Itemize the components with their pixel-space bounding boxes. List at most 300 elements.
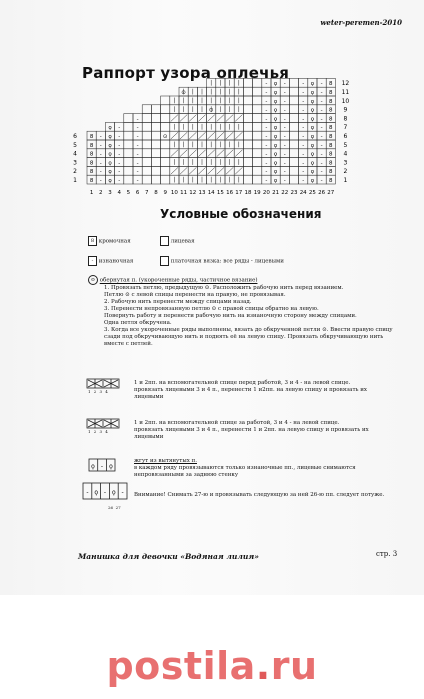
- chart-symbol: -: [265, 107, 268, 114]
- chart-cell: [289, 175, 298, 184]
- chart-symbol: ϙ: [310, 98, 315, 105]
- turn-line: Повернуть работу и перенести рабочую нить на изнаночную сторону между спицами.: [104, 313, 357, 319]
- chart-symbol: 8: [89, 151, 94, 158]
- cable-stroke: [217, 132, 224, 139]
- chart-symbol: -: [136, 134, 139, 140]
- chart-cell: [142, 114, 151, 123]
- chart-symbol: -: [283, 107, 286, 114]
- edge-stitch-icon: 8: [88, 236, 97, 246]
- chart-symbol: -: [118, 142, 121, 149]
- turn-line: 3. Когда все укороченные ряды выполнены, вязать до обкрученной петли ⊙. Ввести правую спицу: [104, 327, 393, 333]
- chart-symbol: -: [283, 151, 286, 158]
- chart-cell: [151, 131, 160, 140]
- cable-front-text: 1 и 2пп. на вспомогательной спице перед работой, 3 и 4 - на левой спице. провязать лицевыми 3 и 4 п., перенести 1 и2пп. на левую спицу и провязать их лицевыми: [134, 380, 368, 400]
- note-chart-icon: [82, 482, 130, 506]
- column-number: 19: [253, 190, 261, 196]
- chart-symbol: 8: [329, 151, 333, 158]
- column-number: 27: [327, 190, 335, 196]
- chart-symbol: -: [265, 98, 268, 105]
- chart-symbol: -: [136, 178, 139, 184]
- cable-stroke: [198, 150, 205, 157]
- chart-cell: [161, 114, 170, 123]
- right-row-number: 8: [343, 115, 348, 123]
- column-number: 22: [281, 190, 289, 196]
- watermark: weter-peremen-2010: [320, 18, 402, 27]
- chart-symbol: -: [320, 107, 323, 114]
- chart-symbol: 8: [89, 169, 94, 176]
- column-number: 1: [89, 190, 94, 196]
- chart-cell: [243, 78, 252, 87]
- chart-symbol: 8: [329, 125, 333, 132]
- chart-cell: [124, 175, 133, 184]
- cable-stroke: [189, 167, 196, 174]
- chart-symbol: ϙ: [108, 142, 112, 149]
- chart-symbol: -: [320, 90, 323, 96]
- cable-stroke: [226, 167, 233, 174]
- chart-cell: [243, 166, 252, 175]
- legend-turn: [88, 275, 257, 285]
- cable-front-icon: [86, 378, 122, 398]
- cable-back-numbers: 1234: [88, 429, 111, 434]
- chart-symbol: -: [265, 178, 268, 184]
- cable-stroke: [189, 150, 196, 157]
- chart-symbol: ϙ: [273, 151, 278, 158]
- chart-symbol: 8: [89, 142, 94, 149]
- cable-stroke: [217, 115, 224, 122]
- chart-cell: [151, 149, 160, 158]
- cable-stroke: [235, 115, 242, 122]
- cable-stroke: [208, 132, 215, 139]
- chart-symbol: ϙ: [310, 81, 315, 88]
- chart-cell: [161, 140, 170, 149]
- chart-symbol: ϙ: [310, 142, 315, 149]
- column-number: 7: [145, 190, 149, 196]
- chart-symbol: -: [302, 142, 305, 149]
- turn-line: Одна петля обкручена.: [104, 320, 172, 326]
- chart-symbol: ϙ: [108, 134, 112, 140]
- column-number: 16: [226, 190, 234, 196]
- chart-cell: [151, 158, 160, 167]
- chart-symbol: -: [136, 116, 139, 123]
- chart-cell: [289, 114, 298, 123]
- chart-symbol: -: [283, 116, 286, 123]
- column-number: 9: [163, 190, 167, 196]
- column-number: 3: [108, 190, 112, 196]
- chart-symbol: -: [99, 134, 102, 140]
- chart-cell: [124, 158, 133, 167]
- chart-cell: [289, 105, 298, 114]
- left-row-number: 1: [73, 177, 77, 184]
- edge-label: кромочная: [98, 238, 131, 245]
- chart-cell: [142, 158, 151, 167]
- cable-stroke: [171, 132, 178, 139]
- cable-back-icon: [86, 418, 122, 438]
- chart-symbol: -: [320, 116, 323, 123]
- chart-symbol: -: [302, 90, 305, 96]
- left-row-number: 6: [73, 133, 77, 140]
- cable-stroke: [226, 132, 233, 139]
- right-row-number: 4: [343, 150, 348, 158]
- cable-stroke: [226, 115, 233, 122]
- chart-cell: [253, 140, 262, 149]
- chart-symbol: -: [118, 151, 121, 158]
- chart-symbol: -: [99, 178, 102, 184]
- chart-symbol: -: [302, 169, 305, 176]
- chart-symbol: ϙ: [273, 90, 278, 96]
- chart-symbol: -: [265, 160, 268, 167]
- right-row-number: 12: [341, 80, 350, 88]
- chart-cell: [142, 175, 151, 184]
- svg-text:ϙ: ϙ: [109, 463, 113, 470]
- note-numbers: 26 27: [108, 505, 121, 510]
- chart-symbol: -: [99, 169, 102, 176]
- footer-title: Манишка для девочки «Водяная лилия»: [78, 552, 259, 561]
- legend-title: Условные обозначения: [160, 207, 322, 221]
- legend-garter: [160, 256, 284, 266]
- chart-symbol: -: [320, 125, 323, 132]
- cable-stroke: [217, 150, 224, 157]
- chart-symbol: -: [265, 134, 268, 140]
- chart-cell: [253, 105, 262, 114]
- chart-symbol: ϙ: [108, 160, 112, 167]
- chart-cell: [161, 149, 170, 158]
- chart-symbol: -: [320, 81, 323, 88]
- chart-symbol: -: [99, 160, 102, 167]
- chart-cell: [243, 114, 252, 123]
- chart-cell: [124, 114, 133, 123]
- chart-cell: [142, 166, 151, 175]
- chart-cell: [243, 158, 252, 167]
- chart-symbol: -: [302, 151, 305, 158]
- column-number: 25: [308, 190, 316, 196]
- chart-symbol: -: [136, 169, 139, 176]
- svg-text:ϙ: ϙ: [91, 463, 95, 470]
- chart-symbol: 8: [329, 142, 333, 149]
- chart-symbol: -: [283, 81, 286, 88]
- column-number: 23: [290, 190, 298, 196]
- turn-line: 3. Перенести непровязанную петлю ⊙ с правой спицы обратно на левую.: [104, 306, 319, 312]
- chart-symbol: -: [320, 98, 323, 105]
- chart-cell: [161, 158, 170, 167]
- left-row-number: 3: [73, 159, 77, 167]
- column-number: 20: [262, 190, 270, 196]
- column-number: 18: [244, 190, 252, 196]
- column-number: 2: [99, 190, 103, 196]
- turn-line: вместе с петлей.: [104, 341, 153, 347]
- chart-symbol: -: [265, 142, 268, 149]
- column-number: 15: [216, 190, 224, 196]
- chart-symbol: ϙ: [108, 151, 112, 158]
- cable-stroke: [217, 167, 224, 174]
- twisted-text: жгут из вытянутых п. в каждом ряду провязываются только изнаночные пп., лицевые снимаются непровязанными за заднюю стенку: [134, 458, 356, 478]
- chart-symbol: -: [118, 134, 121, 140]
- svg-text:-: -: [100, 463, 104, 470]
- chart-cell: [253, 87, 262, 96]
- chart-symbol: -: [283, 169, 286, 176]
- legend-knit: [160, 236, 195, 246]
- chart-symbol: 8: [329, 107, 333, 114]
- chart-cell: [253, 122, 262, 131]
- legend-purl: [88, 256, 133, 266]
- chart-symbol: 8: [329, 160, 333, 167]
- chart-cell: [289, 78, 298, 87]
- chart-symbol: -: [302, 178, 305, 184]
- chart-cell: [289, 158, 298, 167]
- chart-symbol: ϙ: [273, 178, 278, 184]
- chart-symbol: -: [320, 169, 323, 176]
- chart-symbol: 8: [329, 169, 333, 176]
- right-row-number: 3: [343, 159, 348, 167]
- column-number: 17: [235, 190, 243, 196]
- chart-cell: [142, 149, 151, 158]
- chart-symbol: -: [265, 151, 268, 158]
- chart-symbol: 8: [89, 160, 94, 167]
- cable-stroke: [198, 132, 205, 139]
- column-number: 12: [189, 190, 197, 196]
- chart-cell: [142, 105, 151, 114]
- right-row-number: 5: [343, 141, 348, 149]
- chart-cell: [253, 149, 262, 158]
- chart-symbol: -: [265, 81, 268, 88]
- chart-symbol: ϙ: [310, 178, 315, 184]
- chart-cell: [253, 131, 262, 140]
- chart-symbol: ϙ: [108, 169, 112, 176]
- right-row-number: 7: [343, 124, 348, 132]
- right-row-number: 1: [343, 177, 348, 184]
- chart-cell: [124, 131, 133, 140]
- column-number: 24: [299, 190, 307, 196]
- chart-cell: [243, 87, 252, 96]
- chart-symbol: -: [320, 134, 323, 140]
- brand-name: postila: [106, 644, 256, 688]
- svg-text:-: -: [103, 489, 107, 496]
- turn-line: 1. Провязать петлю, предыдущую ⊙. Расположить рабочую нить перед вязанием.: [104, 285, 344, 291]
- cable-stroke: [189, 115, 196, 122]
- chart-cell: [253, 78, 262, 87]
- purl-label: изнаночная: [98, 258, 134, 265]
- note-text: Внимание! Снимать 27-ю и провязывать следующую за ней 26-ю пп. следует потуже.: [134, 492, 385, 498]
- right-row-number: 10: [341, 97, 350, 105]
- chart-cell: [142, 140, 151, 149]
- cable-stroke: [171, 167, 178, 174]
- brand-tld: ru: [270, 644, 318, 688]
- chart-symbol: -: [302, 107, 305, 114]
- chart-symbol: -: [118, 125, 121, 132]
- cable-stroke: [235, 167, 242, 174]
- chart-symbol: ϙ: [108, 178, 112, 184]
- chart-symbol: ϙ: [310, 90, 315, 96]
- chart-cell: [243, 149, 252, 158]
- chart-symbol: ⊙: [162, 134, 168, 140]
- chart-symbol: -: [320, 160, 323, 167]
- chart-cell: [243, 175, 252, 184]
- chart-symbol: 8: [89, 178, 94, 184]
- chart-cell: [243, 105, 252, 114]
- chart-symbol: ϙ: [273, 98, 278, 105]
- chart-cell: [151, 166, 160, 175]
- chart-cell: [151, 140, 160, 149]
- svg-text:-: -: [86, 489, 89, 496]
- chart-symbol: -: [320, 142, 323, 149]
- chart-cell: [243, 122, 252, 131]
- chart-cell: [142, 131, 151, 140]
- chart-cell: [243, 131, 252, 140]
- chart-symbol: -: [302, 116, 305, 123]
- chart-symbol: -: [283, 134, 286, 140]
- cable-stroke: [198, 167, 205, 174]
- chart-symbol: -: [283, 125, 286, 132]
- cable-stroke: [208, 150, 215, 157]
- chart-symbol: -: [118, 169, 121, 176]
- cable-front-numbers: 1234: [88, 389, 111, 394]
- legend-edge: [88, 236, 131, 246]
- chart-symbol: ϙ: [108, 125, 112, 132]
- twisted-stitch-icon: [88, 458, 118, 474]
- page-number: стр. 3: [376, 550, 398, 558]
- chart-symbol: -: [99, 142, 102, 149]
- cable-stroke: [198, 115, 205, 122]
- column-number: 8: [154, 190, 158, 196]
- purl-stitch-icon: -: [88, 256, 97, 266]
- column-number: 5: [126, 190, 131, 196]
- chart-symbol: -: [118, 160, 121, 167]
- chart-cell: [289, 131, 298, 140]
- cable-back-text: 1 и 2пп. на вспомогательной спице за работой, 3 и 4 - на левой спице. провязать лицевыми 3 и 4 п., перенести 1 и 2пп. на левую спицу и провязать их лицевыми: [134, 420, 369, 440]
- left-row-number: 4: [73, 150, 77, 158]
- chart-symbol: -: [136, 142, 139, 149]
- chart-symbol: -: [283, 90, 286, 96]
- chart-symbol: ϙ: [273, 142, 278, 149]
- chart-cell: [253, 96, 262, 105]
- chart-cell: [161, 122, 170, 131]
- chart-symbol: 8: [329, 90, 333, 96]
- chart-cell: [253, 175, 262, 184]
- right-row-number: 2: [343, 168, 348, 176]
- chart-cell: [124, 149, 133, 158]
- chart-cell: [151, 114, 160, 123]
- cable-stroke: [180, 115, 187, 122]
- right-row-number: 11: [341, 89, 350, 96]
- chart-cell: [289, 140, 298, 149]
- chart-symbol: ϙ: [310, 134, 315, 140]
- chart-symbol: ϙ: [273, 116, 278, 123]
- chart-symbol: -: [302, 134, 305, 140]
- turn-line: сзади под обкручивающую нить и поднять её на левую спицу. Провязать обкручивающую нить: [104, 334, 384, 340]
- chart-cell: [151, 105, 160, 114]
- chart-cell: [289, 149, 298, 158]
- chart-cell: [243, 140, 252, 149]
- chart-cell: [289, 87, 298, 96]
- chart-symbol: -: [265, 125, 268, 132]
- cable-stroke: [171, 150, 178, 157]
- brand-dot: .: [255, 644, 271, 688]
- column-number: 13: [198, 190, 206, 196]
- chart-cell: [124, 140, 133, 149]
- knitting-chart: [60, 64, 400, 204]
- chart-symbol: ⊙: [208, 107, 214, 114]
- turn-line: 2. Рабочую нить перенести между спицами назад.: [104, 299, 252, 305]
- right-row-number: 6: [343, 133, 348, 140]
- chart-cell: [253, 114, 262, 123]
- chart-symbol: -: [136, 160, 139, 167]
- chart-symbol: -: [302, 125, 305, 132]
- chart-cell: [124, 166, 133, 175]
- cable-stroke: [235, 150, 242, 157]
- chart-cell: [161, 166, 170, 175]
- cable-stroke: [180, 167, 187, 174]
- cable-stroke: [208, 167, 215, 174]
- chart-symbol: 8: [89, 134, 94, 140]
- chart-cell: [124, 122, 133, 131]
- chart-symbol: ϙ: [273, 169, 278, 176]
- chart-symbol: -: [320, 178, 323, 184]
- chart-symbol: ϙ: [273, 134, 278, 140]
- chart-symbol: -: [302, 81, 305, 88]
- column-number: 26: [318, 190, 326, 196]
- chart-symbol: -: [136, 125, 139, 132]
- chart-symbol: -: [283, 98, 286, 105]
- site-logo[interactable]: [0, 644, 424, 688]
- knit-stitch-icon: [160, 236, 169, 246]
- chart-cell: [151, 175, 160, 184]
- turn-line: Петлю ⊙ с левой спицы перенести на правую, не провязывая.: [104, 292, 286, 298]
- column-number: 14: [207, 190, 215, 196]
- svg-text:ϙ: ϙ: [111, 489, 116, 496]
- chart-symbol: ϙ: [310, 107, 315, 114]
- chart-symbol: 8: [329, 178, 333, 184]
- chart-cell: [253, 158, 262, 167]
- svg-text:-: -: [121, 489, 124, 496]
- chart-symbol: ϙ: [310, 151, 315, 158]
- chart-cell: [253, 166, 262, 175]
- svg-text:ϙ: ϙ: [94, 489, 99, 496]
- cable-stroke: [235, 132, 242, 139]
- garter-stitch-icon: [160, 256, 169, 266]
- wrap-turn-icon: ⊙: [88, 275, 98, 285]
- column-number: 11: [180, 190, 188, 196]
- chart-symbol: ϙ: [273, 81, 278, 88]
- chart-symbol: -: [118, 178, 121, 184]
- right-row-number: 9: [343, 106, 348, 114]
- chart-cell: [243, 96, 252, 105]
- left-row-number: 5: [73, 141, 77, 149]
- cable-stroke: [208, 115, 215, 122]
- chart-symbol: -: [99, 151, 102, 158]
- cable-stroke: [171, 115, 178, 122]
- chart-symbol: 8: [329, 98, 333, 105]
- chart-symbol: ϙ: [310, 116, 315, 123]
- cable-stroke: [180, 132, 187, 139]
- chart-symbol: ϙ: [273, 160, 278, 167]
- chart-symbol: -: [283, 142, 286, 149]
- chart-symbol: ⊙: [181, 90, 186, 96]
- chart-symbol: 8: [329, 81, 333, 88]
- turn-instructions: [104, 285, 404, 348]
- chart-symbol: ϙ: [310, 125, 315, 132]
- column-number: 4: [117, 190, 121, 196]
- chart-symbol: -: [265, 90, 268, 96]
- chart-cell: [142, 122, 151, 131]
- chart-symbol: 8: [329, 134, 333, 140]
- chart-symbol: -: [283, 160, 286, 167]
- column-number: 10: [170, 190, 178, 196]
- chart-symbol: ϙ: [310, 160, 315, 167]
- chart-symbol: 8: [329, 116, 333, 123]
- knit-label: лицевая: [170, 238, 195, 245]
- chart-symbol: -: [265, 116, 268, 123]
- chart-cell: [161, 96, 170, 105]
- chart-symbol: -: [136, 151, 139, 158]
